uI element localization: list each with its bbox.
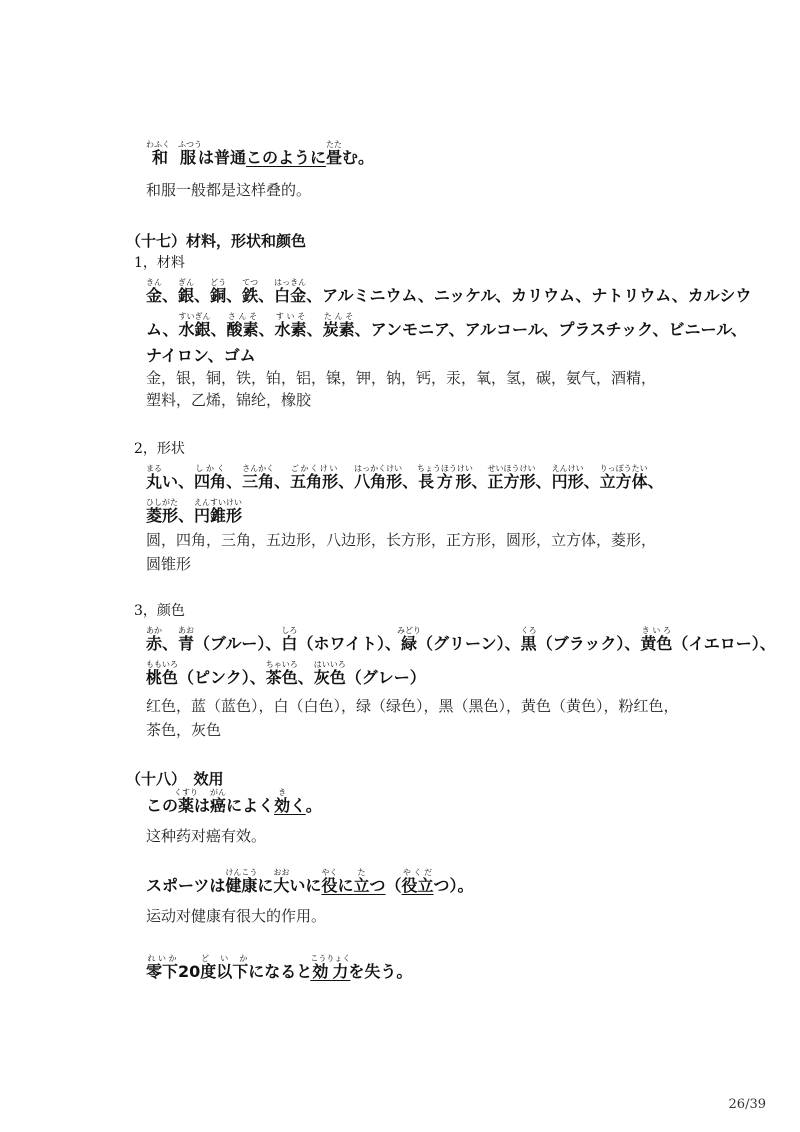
ruby-word: 五角形ごかくけい <box>290 464 339 491</box>
sentence-text: （ピンク）、 <box>178 668 266 687</box>
ruby-word: 健康けんこう <box>225 868 258 895</box>
sentence-text: （ <box>385 876 402 895</box>
sentence-text: 、 <box>178 472 195 491</box>
sentence-text: 、 <box>583 472 600 491</box>
sentence-text: （ホワイト）、 <box>297 634 401 653</box>
ruby-word: 円形えんけい <box>551 464 584 491</box>
ruby-word: 銀ぎん <box>178 278 195 305</box>
sentence-text: 、 <box>338 472 355 491</box>
ruby-word: 菱形ひしがた <box>146 498 179 525</box>
shapes-line-1 <box>146 464 664 492</box>
ruby-word: 水銀すいぎん <box>178 312 211 339</box>
separator: 、 <box>258 286 275 305</box>
colors-line-2 <box>146 660 426 688</box>
sentence-text: 、 <box>226 472 243 491</box>
separator: 、 <box>210 320 227 339</box>
sentence-text: （グレー） <box>345 668 426 687</box>
sentence-text: は <box>197 148 214 167</box>
sentence-text: 、 <box>162 634 179 653</box>
sentence-text: い <box>162 472 179 491</box>
ruby-word: 効き <box>274 788 291 815</box>
sentence-text: 、 <box>471 472 488 491</box>
translation-kimono: 和服一般都是这样叠的。 <box>146 181 312 199</box>
translation-sports: 运动对健康有很大的作用。 <box>146 907 327 925</box>
separator: 、 <box>306 320 323 339</box>
colors-translation-1: 红色，蓝（蓝色），白（白色），绿（绿色），黑（黑色），黄色（黄色），粉红色， <box>146 697 679 715</box>
materials-translation-1: 金，银，铜，铁，铂，铝，镍，钾，钠，钙，汞，氧，氢，碳，氨气，酒精， <box>146 369 657 387</box>
subheading-materials: 1，材料 <box>134 255 185 271</box>
ruby-word: 癌がん <box>210 788 227 815</box>
separator: 、 <box>258 320 275 339</box>
sentence-text: によく <box>226 796 275 815</box>
section-heading-17: （十七）材料，形状和颜色 <box>126 232 307 250</box>
ruby-word: 鉄てつ <box>242 278 259 305</box>
ruby-word: 普通 <box>214 148 247 167</box>
ruby-word: 正方形せいほうけい <box>487 464 536 491</box>
sentence-text: は <box>194 796 211 815</box>
separator: 、 <box>194 286 211 305</box>
ruby-word: 役立やくだ <box>401 868 434 895</box>
ruby-word: 黄色きいろ <box>640 626 673 653</box>
separator: 、 <box>226 286 243 305</box>
sentence-text: ム、 <box>146 320 179 339</box>
sentence-text: を失う。 <box>348 962 413 981</box>
underlined-text: 役やくに立たつ <box>321 868 386 895</box>
sentence-text: になると <box>248 962 313 981</box>
ruby-word: 三角さんかく <box>242 464 275 491</box>
ruby-word: 桃色ももいろ <box>146 660 179 687</box>
separator: 、 <box>162 286 179 305</box>
ruby-word: 炭素たんそ <box>322 312 355 339</box>
ruby-word: 畳たた <box>326 140 343 167</box>
underlined-text: このように <box>246 148 327 167</box>
sentence-text: つ）。 <box>433 876 474 895</box>
shapes-line-2 <box>146 498 242 526</box>
sentence-text: に <box>257 876 274 895</box>
sentence-text: この <box>146 796 179 815</box>
sentence-text: 、 <box>274 472 291 491</box>
ruby-word: 効力こうりょく <box>310 954 351 981</box>
example-sentence-temperature <box>146 954 412 982</box>
ruby-word: 長方形ちょうほうけい <box>416 464 473 491</box>
ruby-word: 灰色はいいろ <box>313 660 346 687</box>
sentence-text: 20 <box>178 962 201 981</box>
ruby-word: 大おお <box>273 868 290 895</box>
ruby-word: 青あお <box>178 626 195 653</box>
ruby-word: 白しろ <box>281 626 298 653</box>
sentence-text: （ブルー）、 <box>194 634 282 653</box>
ruby-word: 零下れいか <box>146 954 179 981</box>
underlined-text: 効きく <box>274 788 306 815</box>
ruby-word: 立た <box>353 868 370 895</box>
colors-line-1 <box>146 626 776 654</box>
ruby-word: 八角形はっかくけい <box>354 464 403 491</box>
materials-line-2 <box>146 312 747 340</box>
section-heading-18: （十八） 效用 <box>126 770 224 788</box>
materials-line-3: ナイロン、ゴム <box>146 346 256 365</box>
sentence-text: む。 <box>342 148 375 167</box>
ruby-word: 銅どう <box>210 278 227 305</box>
sentence-text: スポーツは <box>146 876 226 895</box>
page-number: 26/39 <box>728 1097 766 1112</box>
sentence-text: 、 <box>535 472 552 491</box>
sentence-text: いに <box>289 876 322 895</box>
sentence-text: （イエロー）、 <box>672 634 776 653</box>
ruby-word: 度以下ど い か <box>200 954 249 981</box>
underlined-text <box>310 954 351 981</box>
ruby-word: 立方体りっぽうたい <box>599 464 648 491</box>
example-sentence-sports <box>146 868 474 896</box>
ruby-word: 白金はっきん <box>274 278 307 305</box>
ruby-word: 金きん <box>146 278 163 305</box>
ruby-word: 赤あか <box>146 626 163 653</box>
ruby-word: 役やく <box>321 868 338 895</box>
ruby-word: 緑みどり <box>396 626 421 653</box>
underlined-text <box>401 868 434 895</box>
sentence-text: 。 <box>305 796 322 815</box>
sentence-text: 、 <box>178 506 195 525</box>
sentence-text: 、アンモニア、アルコール、プラスチック、ビニール、 <box>354 320 747 339</box>
ruby-word: 丸まる <box>146 464 163 491</box>
translation-medicine: 这种药对癌有效。 <box>146 827 267 845</box>
ruby-word: 黒くろ <box>520 626 537 653</box>
ruby-word: 薬くすり <box>174 788 199 815</box>
sentence-text: （グリーン）、 <box>416 634 521 653</box>
sentence-text: 、 <box>402 472 419 491</box>
sentence-text: 、アルミニウム、ニッケル、カリウム、ナトリウム、カルシウ <box>306 286 752 305</box>
ruby-word: 和服わふく ふつう <box>146 140 202 167</box>
sentence-text: （ブラック）、 <box>536 634 641 653</box>
ruby-word: 四角しかく <box>194 464 227 491</box>
ruby-word: 水素すいそ <box>274 312 307 339</box>
shapes-translation-1: 圆，四角，三角，五边形，八边形，长方形，正方形，圆形，立方体，菱形， <box>146 531 657 549</box>
materials-line-1 <box>146 278 751 306</box>
colors-translation-2: 茶色，灰色 <box>146 721 222 739</box>
ruby-word: 茶色ちゃいろ <box>265 660 298 687</box>
materials-translation-2: 塑料，乙烯，锦纶，橡胶 <box>146 391 312 409</box>
subheading-colors: 3，颜色 <box>134 603 185 619</box>
ruby-word: 酸素さんそ <box>226 312 259 339</box>
sentence-text: 、 <box>647 472 664 491</box>
example-sentence-kimono <box>146 140 374 168</box>
subheading-shapes: 2，形状 <box>134 441 185 457</box>
example-sentence-medicine <box>146 788 322 816</box>
sentence-text: 、 <box>297 668 314 687</box>
shapes-translation-2: 圆锥形 <box>146 555 192 573</box>
ruby-word: 円錐形えんすいけい <box>194 498 243 525</box>
